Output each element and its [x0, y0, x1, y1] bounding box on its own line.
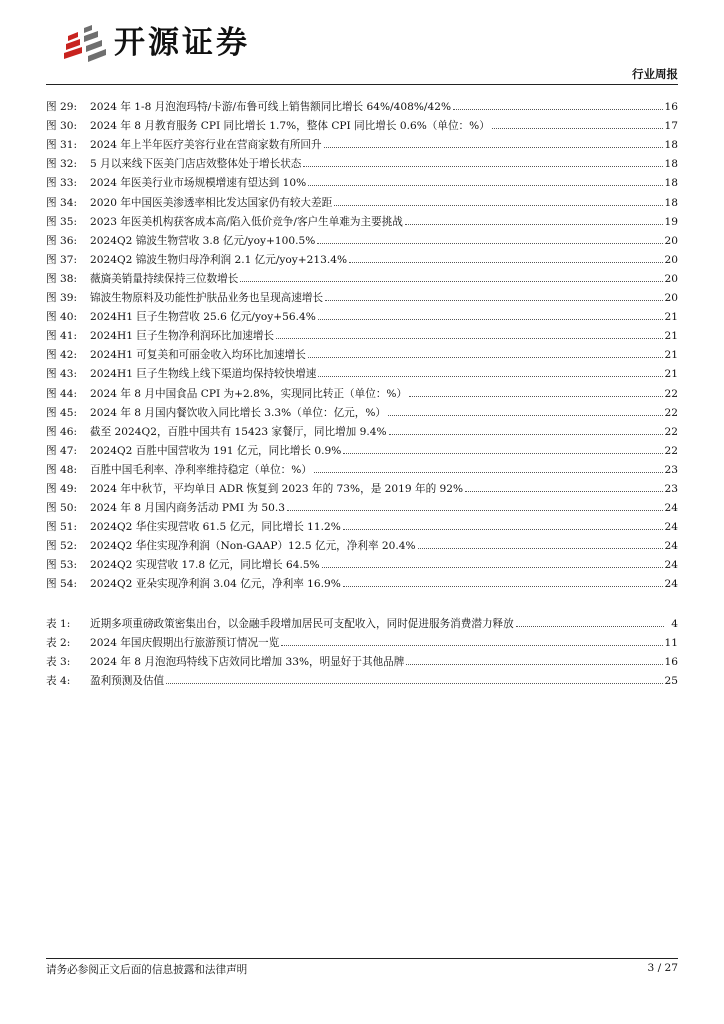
entry-number: 图 54: — [46, 578, 78, 591]
entry-title: 2024Q2 华住实现净利润（Non-GAAP）12.5 亿元，净利率 20.4% — [90, 540, 416, 553]
entry-title: 2023 年医美机构获客成本高/陷入低价竞争/客户生单难为主要挑战 — [90, 215, 403, 228]
dot-leader — [388, 396, 662, 416]
entry-page: 17 — [664, 120, 678, 133]
entry-title: 近期多项重磅政策密集出台，以金融手段增加居民可支配收入，同时促进服务消费潜力释放 — [90, 618, 514, 631]
entry-number: 图 52: — [46, 540, 78, 553]
entry-page: 23 — [664, 482, 678, 495]
entry-page: 21 — [664, 349, 678, 362]
dot-leader — [343, 567, 663, 587]
entry-number: 图 39: — [46, 292, 78, 305]
dot-leader — [240, 262, 662, 282]
entry-page: 16 — [664, 656, 678, 669]
entry-number: 图 42: — [46, 349, 78, 362]
entry-title: 2024Q2 亚朵实现净利润 3.04 亿元，净利率 16.9% — [90, 578, 341, 591]
dot-leader — [334, 185, 662, 205]
entry-page: 24 — [664, 540, 678, 553]
entry-title: 2024H1 可复美和可丽金收入均环比加速增长 — [90, 349, 306, 362]
dot-leader — [308, 338, 663, 358]
entry-number: 图 44: — [46, 387, 78, 400]
dot-leader — [324, 128, 663, 148]
entry-page: 25 — [664, 675, 678, 688]
entry-page: 18 — [664, 139, 678, 152]
entry-number: 图 32: — [46, 158, 78, 171]
dot-leader — [166, 664, 662, 684]
dot-leader — [303, 147, 662, 167]
dot-leader — [406, 645, 662, 665]
dot-leader — [317, 224, 662, 244]
entry-title: 2024Q2 锦波生物营收 3.8 亿元/yoy+100.5% — [90, 234, 316, 247]
entry-number: 图 50: — [46, 502, 78, 515]
entry-number: 表 3: — [46, 656, 71, 669]
entry-title: 百胜中国毛利率、净利率维持稳定（单位：%） — [90, 463, 312, 476]
entry-title: 2024 年医美行业市场规模增速有望达到 10% — [90, 177, 307, 190]
dot-leader — [343, 510, 663, 530]
entry-number: 图 47: — [46, 444, 78, 457]
document-type: 行业周报 — [632, 67, 678, 81]
disclaimer-note: 请务必参阅正文后面的信息披露和法律声明 — [46, 964, 248, 976]
dot-leader — [453, 90, 662, 110]
entry-page: 24 — [664, 502, 678, 515]
entry-page: 21 — [664, 311, 678, 324]
entry-title: 5 月以来线下医美门店店效整体处于增长状态 — [90, 158, 302, 171]
entry-page: 20 — [664, 253, 678, 266]
entry-title: 2024 年 8 月国内商务活动 PMI 为 50.3 — [90, 502, 285, 515]
entry-page: 22 — [664, 406, 678, 419]
entry-number: 图 37: — [46, 253, 78, 266]
entry-title: 2024Q2 百胜中国营收为 191 亿元，同比增长 0.9% — [90, 444, 342, 457]
table-toc-row[interactable] — [46, 607, 678, 631]
entry-number: 图 34: — [46, 196, 78, 209]
dot-leader — [314, 453, 663, 473]
entry-page: 20 — [664, 272, 678, 285]
header-divider — [46, 84, 678, 85]
dot-leader — [276, 319, 662, 339]
entry-title: 2024 年中秋节，平均单日 ADR 恢复到 2023 年的 73%，是 2019 年的 92% — [90, 482, 464, 495]
dot-leader — [343, 434, 662, 454]
brand-logo — [62, 22, 302, 64]
entry-title: 薇旖美销量持续保持三位数增长 — [90, 272, 239, 285]
entry-page: 11 — [664, 637, 678, 650]
entry-number: 图 31: — [46, 139, 78, 152]
dot-leader — [349, 243, 662, 263]
entry-number: 图 49: — [46, 482, 78, 495]
entry-number: 表 1: — [46, 618, 71, 631]
entry-page: 16 — [664, 101, 678, 114]
entry-page: 21 — [664, 368, 678, 381]
entry-title: 锦波生物原料及功能性护肤品业务也呈现高速增长 — [90, 292, 324, 305]
entry-page: 4 — [671, 618, 678, 631]
entry-title: 2024 年 8 月泡泡玛特线下店效同比增加 33%，明显好于其他品牌 — [90, 656, 405, 669]
entry-page: 21 — [664, 330, 678, 343]
entry-number: 图 40: — [46, 311, 78, 324]
table-list — [46, 607, 678, 688]
figure-toc-row[interactable] — [46, 90, 678, 114]
entry-page: 22 — [664, 425, 678, 438]
entry-title: 2024H1 巨子生物净利润环比加速增长 — [90, 330, 275, 343]
entry-number: 图 41: — [46, 330, 78, 343]
entry-number: 图 38: — [46, 272, 78, 285]
dot-leader — [318, 300, 663, 320]
entry-page: 24 — [664, 578, 678, 591]
entry-title: 2024H1 巨子生物营收 25.6 亿元/yoy+56.4% — [90, 311, 316, 324]
entry-number: 图 46: — [46, 425, 78, 438]
entry-page: 19 — [664, 215, 678, 228]
entry-number: 图 36: — [46, 234, 78, 247]
dot-leader — [492, 109, 663, 129]
entry-page: 18 — [664, 158, 678, 171]
entry-page: 24 — [664, 521, 678, 534]
entry-number: 图 53: — [46, 559, 78, 572]
entry-title: 2024 年上半年医疗美容行业在营商家数有所回升 — [90, 139, 322, 152]
entry-number: 图 43: — [46, 368, 78, 381]
entry-number: 图 33: — [46, 177, 78, 190]
page-number: 3 / 27 — [647, 962, 678, 974]
dot-leader — [405, 205, 663, 225]
footer-divider — [46, 958, 678, 959]
entry-title: 2024 年 1-8 月泡泡玛特/卡游/布鲁可线上销售额同比增长 64%/408%/42% — [90, 101, 452, 114]
entry-title: 盈利预测及估值 — [90, 675, 165, 688]
entry-page: 23 — [664, 463, 678, 476]
entry-page: 22 — [664, 444, 678, 457]
dot-leader — [325, 281, 662, 301]
dot-leader — [465, 472, 662, 492]
figure-list — [46, 90, 678, 591]
entry-page: 22 — [664, 387, 678, 400]
entry-title: 2024 年国庆假期出行旅游预订情况一览 — [90, 637, 280, 650]
entry-number: 图 35: — [46, 215, 78, 228]
entry-title: 2024Q2 锦波生物归母净利润 2.1 亿元/yoy+213.4% — [90, 253, 348, 266]
entry-page: 20 — [664, 292, 678, 305]
entry-title: 2024 年 8 月国内餐饮收入同比增长 3.3%（单位：亿元，%） — [90, 406, 387, 419]
entry-number: 图 29: — [46, 101, 78, 114]
entry-number: 表 4: — [46, 675, 71, 688]
entry-number: 图 45: — [46, 406, 78, 419]
entry-number: 图 51: — [46, 521, 78, 534]
dot-leader — [322, 548, 663, 568]
entry-title: 2024H1 巨子生物线上线下渠道均保持较快增速 — [90, 368, 317, 381]
dot-leader — [389, 415, 663, 435]
entry-title: 2024 年 8 月教育服务 CPI 同比增长 1.7%，整体 CPI 同比增长 0.6%（单位：%） — [90, 120, 490, 133]
dot-leader — [409, 376, 662, 396]
dot-leader — [516, 607, 664, 627]
dot-leader — [281, 626, 662, 646]
entry-number: 表 2: — [46, 637, 71, 650]
dot-leader — [308, 166, 662, 186]
entry-title: 2020 年中国医美渗透率相比发达国家仍有较大差距 — [90, 196, 333, 209]
entry-title: 2024Q2 实现营收 17.8 亿元，同比增长 64.5% — [90, 559, 320, 572]
dot-leader — [287, 491, 663, 511]
dot-leader — [318, 357, 662, 377]
entry-number: 图 30: — [46, 120, 78, 133]
entry-title: 2024Q2 华住实现营收 61.5 亿元，同比增长 11.2% — [90, 521, 341, 534]
entry-number: 图 48: — [46, 463, 78, 476]
entry-page: 20 — [664, 234, 678, 247]
dot-leader — [418, 529, 663, 549]
entry-page: 24 — [664, 559, 678, 572]
brand-name: 开源证券 — [114, 25, 250, 61]
entry-title: 截至 2024Q2，百胜中国共有 15423 家餐厅，同比增加 9.4% — [90, 425, 387, 438]
logo-mark-icon — [62, 22, 108, 64]
entry-page: 18 — [664, 177, 678, 190]
entry-title: 2024 年 8 月中国食品 CPI 为+2.8%，实现同比转正（单位：%） — [90, 387, 408, 400]
entry-page: 18 — [664, 196, 678, 209]
